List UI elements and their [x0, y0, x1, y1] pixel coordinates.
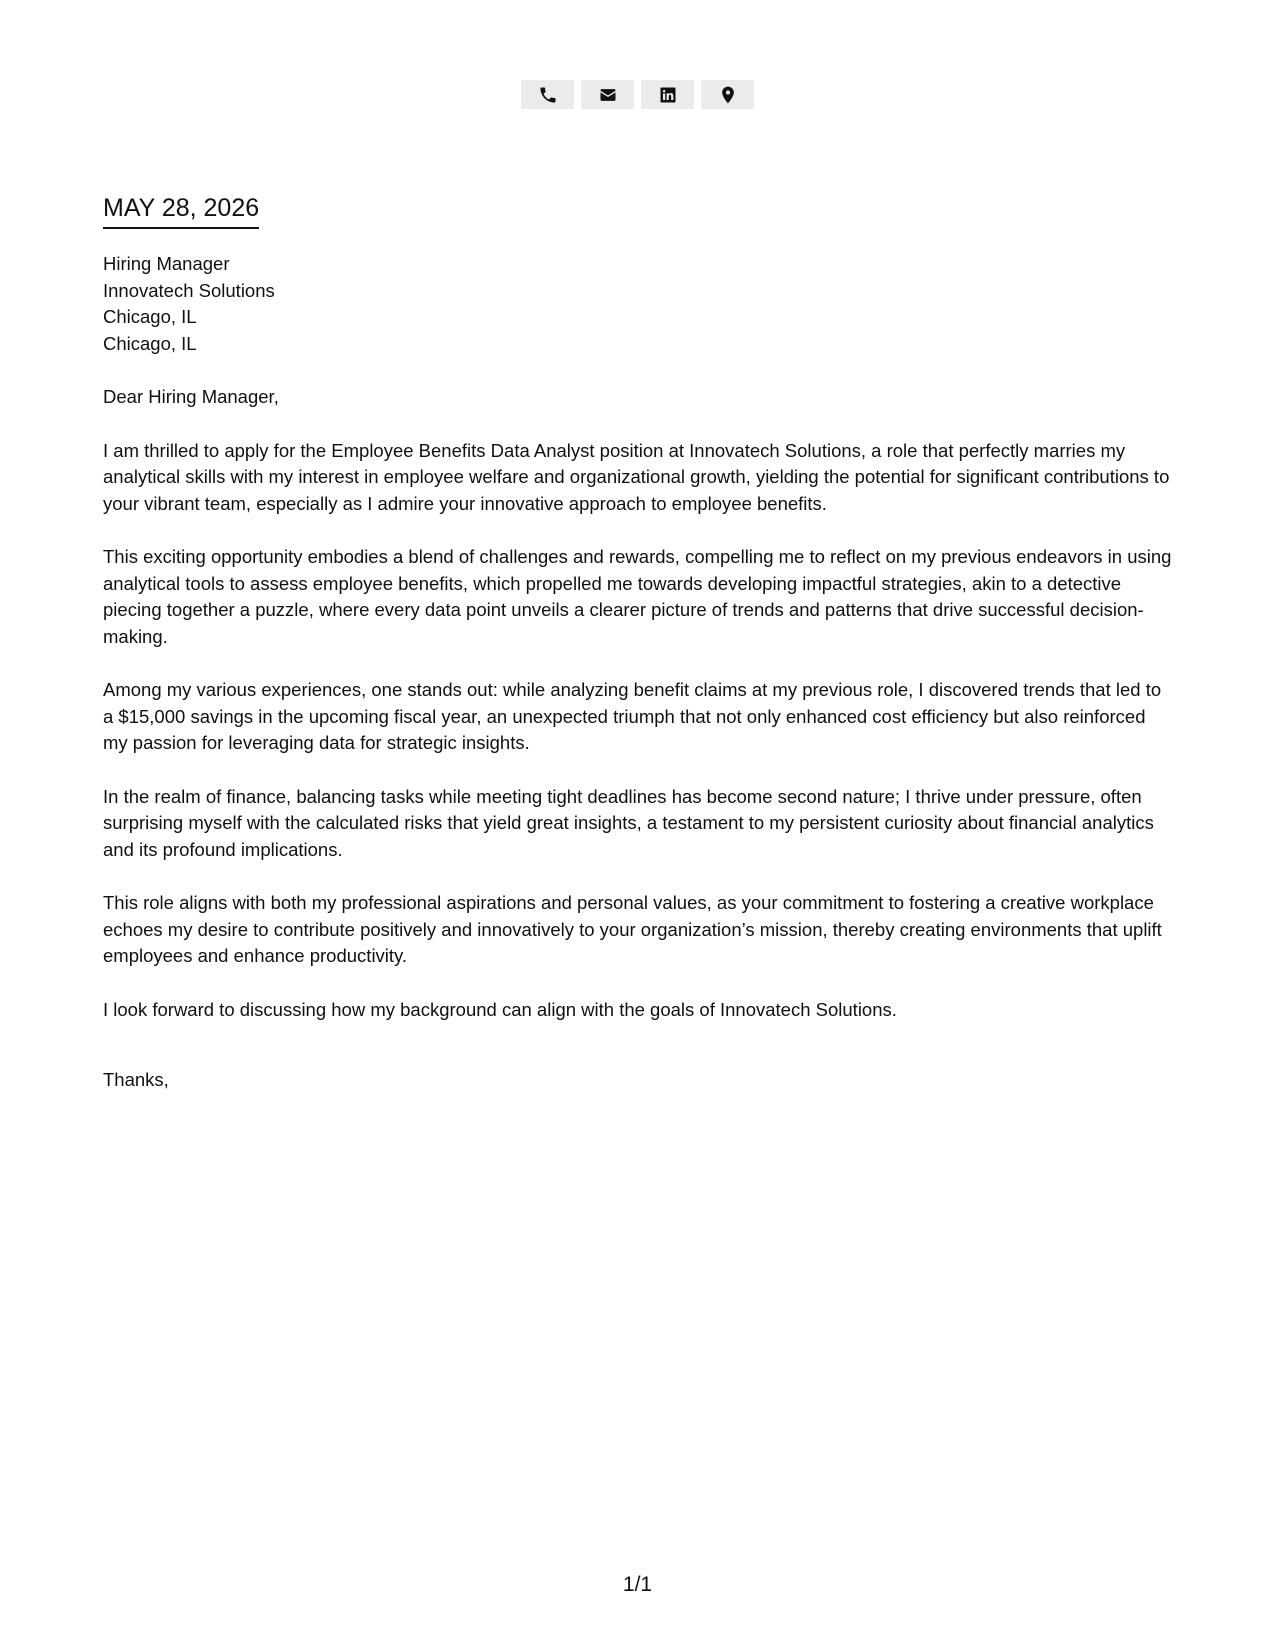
contact-bar [0, 80, 1275, 109]
contact-phone[interactable] [521, 80, 574, 109]
contact-linkedin[interactable] [641, 80, 694, 109]
recipient-name: Hiring Manager [103, 253, 230, 274]
recipient-block [103, 251, 1173, 357]
body-paragraph-5: This role aligns with both my professional aspirations and personal values, as your commitment to fostering a creative workplace echoes my desire to contribute positively and innovatively to your organization’s mission, thereby creating environments that uplift employees and enhance productivity. [103, 892, 1162, 966]
location-icon [718, 85, 738, 105]
salutation: Dear Hiring Manager, [103, 386, 279, 407]
recipient-address-line-2: Chicago, IL [103, 332, 197, 354]
recipient-company: Innovatech Solutions [103, 279, 275, 301]
body-paragraph-1: I am thrilled to apply for the Employee Benefits Data Analyst position at Innovatech Solutions, a role that perfectly marries my analytical skills with my interest in employee welfare and organizational growth, yielding the potential for significant contributions to your vibrant team, especially as I admire your innovative approach to employee benefits. [103, 439, 1170, 514]
linkedin-icon [658, 85, 678, 105]
body-paragraph-3: Among my various experiences, one stands out: while analyzing benefit claims at my previous role, I discovered trends that led to a $15,000 savings in the upcoming fiscal year, an unexpected triumph that not only enhanced cost efficiency but also reinforced my passion for leveraging data for strategic insights. [103, 679, 1162, 753]
cover-letter [103, 193, 1173, 1094]
body-paragraph-6: I look forward to discussing how my background can align with the goals of Innovatech Solutions. [103, 998, 897, 1020]
phone-icon [538, 85, 558, 105]
email-icon [598, 85, 618, 105]
contact-location[interactable] [701, 80, 754, 109]
body-paragraph-4: In the realm of finance, balancing tasks while meeting tight deadlines has become second nature; I thrive under pressure, often surprising myself with the calculated risks that yield great insights, a testament to my persistent curiosity about financial analytics and its profound implications. [103, 785, 1154, 860]
closing: Thanks, [103, 1069, 169, 1090]
contact-email[interactable] [581, 80, 634, 109]
page-number: 1/1 [622, 1573, 653, 1596]
body-paragraph-2: This exciting opportunity embodies a blend of challenges and rewards, compelling me to reflect on my previous endeavors in using analytical tools to assess employee benefits, which propelled me towards developing impactful strategies, akin to a detective piecing together a puzzle, where every data point unveils a clearer picture of trends and patterns that drive successful decision-making. [103, 546, 1172, 647]
letter-date: MAY 28, 2026 [103, 193, 259, 229]
recipient-address-line-1: Chicago, IL [103, 306, 197, 327]
